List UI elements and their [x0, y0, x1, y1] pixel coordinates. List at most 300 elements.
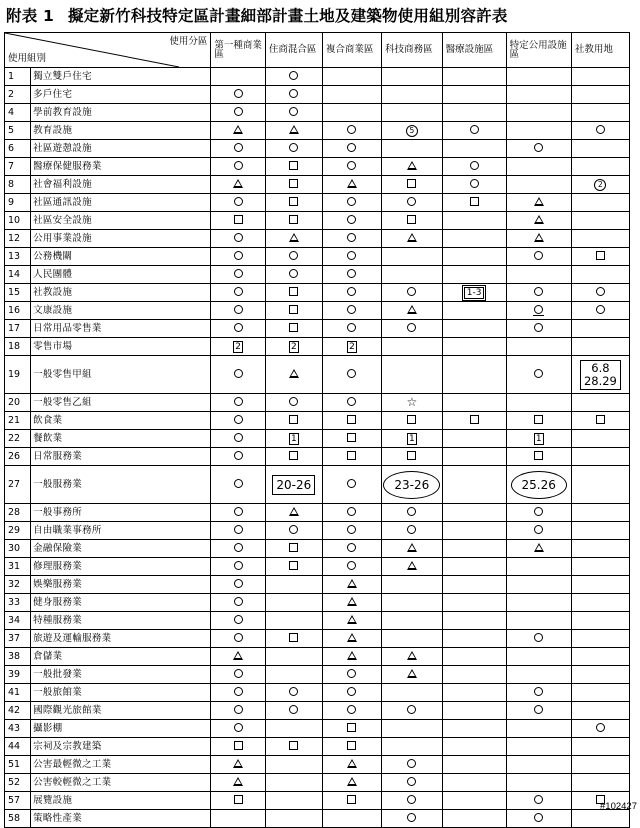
permission-cell [506, 792, 571, 810]
permission-cell [211, 540, 266, 558]
boxed-number-note: 2 [235, 341, 241, 352]
permission-cell [506, 212, 571, 230]
permission-cell [265, 702, 322, 720]
permission-cell [571, 702, 629, 720]
zone-header: 住商混合區 [265, 33, 322, 68]
permission-cell [322, 774, 381, 792]
table-row [5, 540, 630, 558]
permission-cell [382, 648, 442, 666]
allowed-circle-icon [407, 777, 416, 786]
conditional-square-icon [347, 741, 356, 750]
permission-cell [211, 612, 266, 630]
allowed-circle-icon [407, 287, 416, 296]
row-number: 21 [5, 412, 31, 430]
restricted-triangle-icon [289, 233, 299, 242]
permission-cell [382, 594, 442, 612]
permission-cell [211, 266, 266, 284]
restricted-triangle-icon [347, 633, 357, 642]
permission-cell [322, 630, 381, 648]
permission-cell [442, 648, 506, 666]
permission-cell [322, 122, 381, 140]
row-group-name: 日常用品零售業 [31, 320, 211, 338]
restricted-triangle-icon [347, 651, 357, 660]
permission-cell [265, 774, 322, 792]
document-stamp: #102427 [600, 801, 637, 812]
row-number: 33 [5, 594, 31, 612]
allowed-circle-icon [289, 251, 298, 260]
row-number: 22 [5, 430, 31, 448]
row-number: 32 [5, 576, 31, 594]
permission-cell [442, 448, 506, 466]
allowed-circle-icon [347, 287, 356, 296]
permission-cell [442, 594, 506, 612]
permission-cell [571, 594, 629, 612]
row-group-name: 公害較輕微之工業 [31, 774, 211, 792]
conditional-square-icon [289, 543, 298, 552]
restricted-triangle-icon [289, 507, 299, 516]
row-group-name: 日常服務業 [31, 448, 211, 466]
allowed-circle-icon [347, 305, 356, 314]
allowed-circle-icon [407, 197, 416, 206]
allowed-circle-icon [534, 705, 543, 714]
allowed-circle-icon [534, 251, 543, 260]
row-group-name: 攝影棚 [31, 720, 211, 738]
allowed-circle-icon [347, 323, 356, 332]
allowed-circle-icon [234, 251, 243, 260]
corner-label-zones: 使用分區 [169, 36, 208, 47]
table-row [5, 266, 630, 284]
permission-cell [382, 756, 442, 774]
circled-number-note: 2 [594, 179, 606, 191]
permission-cell [322, 68, 381, 86]
permission-cell [265, 412, 322, 430]
permission-cell [211, 194, 266, 212]
permission-cell [442, 684, 506, 702]
permission-cell [211, 394, 266, 412]
restricted-triangle-icon [289, 125, 299, 134]
allowed-circle-icon [347, 705, 356, 714]
star-icon: ☆ [406, 395, 418, 410]
restricted-triangle-icon [534, 543, 544, 552]
allowed-circle-icon [534, 687, 543, 696]
permission-cell [322, 756, 381, 774]
permission-cell [322, 792, 381, 810]
permission-cell [265, 522, 322, 540]
allowed-circle-icon [289, 705, 298, 714]
permission-cell [571, 448, 629, 466]
allowed-circle-icon [289, 525, 298, 534]
permission-cell [382, 176, 442, 194]
permission-cell [442, 430, 506, 448]
permission-cell [265, 558, 322, 576]
zone-header: 社教用地 [571, 33, 629, 68]
permission-cell [382, 394, 442, 412]
permission-cell [322, 810, 381, 828]
table-row [5, 630, 630, 648]
row-number: 9 [5, 194, 31, 212]
allowed-circle-icon [234, 143, 243, 152]
permission-cell [211, 230, 266, 248]
conditional-square-icon [534, 451, 543, 460]
permission-cell [571, 774, 629, 792]
row-group-name: 社會福利設施 [31, 176, 211, 194]
allowed-circle-icon [234, 369, 243, 378]
allowed-circle-icon [470, 125, 479, 134]
allowed-circle-icon [289, 269, 298, 278]
permission-cell [265, 394, 322, 412]
permission-cell [506, 412, 571, 430]
permission-cell [442, 738, 506, 756]
restricted-triangle-icon [407, 651, 417, 660]
restricted-triangle-icon [347, 615, 357, 624]
conditional-square-icon [470, 197, 479, 206]
permission-cell [442, 356, 506, 394]
allowed-circle-icon [347, 525, 356, 534]
table-row [5, 756, 630, 774]
permission-cell [442, 86, 506, 104]
permission-cell [211, 430, 266, 448]
allowed-circle-icon [234, 269, 243, 278]
row-group-name: 一般服務業 [31, 466, 211, 504]
permission-cell [382, 540, 442, 558]
permission-cell [265, 266, 322, 284]
allowed-circle-icon [347, 369, 356, 378]
row-number: 30 [5, 540, 31, 558]
restricted-triangle-icon [407, 233, 417, 242]
table-row [5, 612, 630, 630]
permission-cell [322, 522, 381, 540]
permission-cell [442, 576, 506, 594]
permission-cell [382, 466, 442, 504]
table-row [5, 576, 630, 594]
table-row [5, 230, 630, 248]
permission-cell [322, 394, 381, 412]
permission-cell [265, 648, 322, 666]
row-number: 51 [5, 756, 31, 774]
permission-cell [506, 194, 571, 212]
permission-cell [506, 356, 571, 394]
allowed-circle-icon [347, 233, 356, 242]
row-group-name: 一般批發業 [31, 666, 211, 684]
permission-cell [506, 810, 571, 828]
allowed-circle-icon [234, 705, 243, 714]
allowed-circle-icon [347, 161, 356, 170]
table-row [5, 702, 630, 720]
permission-cell [442, 338, 506, 356]
permission-cell [442, 284, 506, 302]
row-number: 12 [5, 230, 31, 248]
permission-cell [211, 594, 266, 612]
permission-cell [265, 194, 322, 212]
permission-cell [211, 158, 266, 176]
permission-cell [506, 122, 571, 140]
permission-cell [211, 684, 266, 702]
permission-cell [442, 122, 506, 140]
permission-cell [571, 68, 629, 86]
row-group-name: 社區通訊設施 [31, 194, 211, 212]
permission-cell [211, 448, 266, 466]
table-row [5, 558, 630, 576]
boxed-number-note: 1 [535, 433, 542, 444]
allowed-circle-icon [234, 687, 243, 696]
permission-cell [442, 394, 506, 412]
permission-cell [322, 466, 381, 504]
table-row [5, 86, 630, 104]
table-row [5, 412, 630, 430]
restricted-triangle-icon [534, 215, 544, 224]
permission-cell [571, 158, 629, 176]
zone-header: 複合商業區 [322, 33, 381, 68]
allowed-circle-icon [407, 759, 416, 768]
permission-cell [322, 230, 381, 248]
table-row [5, 212, 630, 230]
conditional-square-icon [289, 161, 298, 170]
row-number: 42 [5, 702, 31, 720]
title-text: 擬定新竹科技特定區計畫細部計畫土地及建築物使用組別容許表 [67, 7, 508, 25]
permission-cell [571, 504, 629, 522]
stacked-box-line: 6.8 [591, 360, 610, 375]
permission-cell [322, 738, 381, 756]
permission-cell [211, 68, 266, 86]
header-corner [5, 33, 211, 68]
table-row [5, 594, 630, 612]
permission-cell [211, 212, 266, 230]
conditional-square-icon [596, 251, 605, 260]
restricted-triangle-icon [407, 305, 417, 314]
permission-cell [382, 412, 442, 430]
permission-cell [322, 576, 381, 594]
permission-cell [265, 756, 322, 774]
allowed-circle-icon [534, 525, 543, 534]
permission-cell [571, 684, 629, 702]
allowed-circle-icon [234, 107, 243, 116]
permission-cell [211, 412, 266, 430]
permission-cell [442, 522, 506, 540]
row-number: 16 [5, 302, 31, 320]
allowed-circle-icon [347, 543, 356, 552]
permission-cell [211, 86, 266, 104]
conditional-square-icon [596, 415, 605, 424]
row-number: 13 [5, 248, 31, 266]
table-row [5, 466, 630, 504]
allowed-circle-icon [234, 597, 243, 606]
row-number: 31 [5, 558, 31, 576]
allowed-circle-icon [347, 561, 356, 570]
permission-cell [442, 104, 506, 122]
permission-cell [322, 666, 381, 684]
permission-cell [506, 774, 571, 792]
permission-cell [571, 176, 629, 194]
permission-cell [506, 522, 571, 540]
allowed-circle-icon [534, 305, 543, 314]
table-row [5, 648, 630, 666]
row-group-name: 國際觀光旅館業 [31, 702, 211, 720]
permission-cell [571, 394, 629, 412]
row-group-name: 教育設施 [31, 122, 211, 140]
allowed-circle-icon [289, 687, 298, 696]
allowed-circle-icon [596, 287, 605, 296]
permission-cell [322, 86, 381, 104]
row-group-name: 社區遊憩設施 [31, 140, 211, 158]
permission-cell [265, 158, 322, 176]
zone-header: 第一種商業區 [211, 33, 266, 68]
permission-cell [571, 466, 629, 504]
allowed-circle-icon [470, 179, 479, 188]
permission-cell [265, 68, 322, 86]
conditional-square-icon [407, 179, 416, 188]
permission-cell [506, 176, 571, 194]
allowed-circle-icon [347, 397, 356, 406]
permission-cell [506, 320, 571, 338]
permission-cell [265, 140, 322, 158]
row-group-name: 金融保險業 [31, 540, 211, 558]
permission-cell [322, 702, 381, 720]
permission-cell [382, 684, 442, 702]
restricted-triangle-icon [534, 233, 544, 242]
permission-cell [322, 284, 381, 302]
row-number: 38 [5, 648, 31, 666]
restricted-triangle-icon [407, 543, 417, 552]
row-number: 8 [5, 176, 31, 194]
row-number: 37 [5, 630, 31, 648]
row-number: 26 [5, 448, 31, 466]
permission-cell [382, 576, 442, 594]
permission-cell [322, 540, 381, 558]
conditional-square-icon [289, 323, 298, 332]
permission-cell [571, 248, 629, 266]
table-row [5, 356, 630, 394]
permission-cell [442, 756, 506, 774]
permission-cell [571, 738, 629, 756]
stacked-box-note [580, 360, 621, 390]
permission-cell [211, 122, 266, 140]
permission-cell [442, 176, 506, 194]
permission-cell [322, 158, 381, 176]
conditional-square-icon [289, 561, 298, 570]
table-row [5, 122, 630, 140]
oval-range-note: 23-26 [383, 471, 440, 499]
allowed-circle-icon [289, 89, 298, 98]
allowed-circle-icon [289, 397, 298, 406]
permission-cell [382, 338, 442, 356]
permission-cell [322, 684, 381, 702]
permission-cell [211, 810, 266, 828]
permission-cell [211, 774, 266, 792]
permission-cell [265, 738, 322, 756]
permission-cell [322, 504, 381, 522]
permission-cell [442, 612, 506, 630]
conditional-square-icon [289, 215, 298, 224]
permission-cell [322, 558, 381, 576]
permission-cell [322, 412, 381, 430]
permission-cell [382, 302, 442, 320]
permission-cell [571, 576, 629, 594]
underlined-circle-icon [533, 305, 544, 316]
permission-cell [211, 248, 266, 266]
stacked-box-line: 28.29 [583, 373, 617, 388]
row-number: 28 [5, 504, 31, 522]
allowed-circle-icon [596, 125, 605, 134]
row-group-name: 零售市場 [31, 338, 211, 356]
permission-cell [211, 522, 266, 540]
permission-cell [571, 612, 629, 630]
conditional-square-icon [534, 415, 543, 424]
conditional-square-icon [234, 215, 243, 224]
permission-cell [382, 122, 442, 140]
allowed-circle-icon [534, 507, 543, 516]
row-group-name: 娛樂服務業 [31, 576, 211, 594]
row-group-name: 一般事務所 [31, 504, 211, 522]
allowed-circle-icon [347, 687, 356, 696]
row-group-name: 飲食業 [31, 412, 211, 430]
row-number: 7 [5, 158, 31, 176]
permission-cell [442, 320, 506, 338]
table-row [5, 320, 630, 338]
row-group-name: 公用事業設施 [31, 230, 211, 248]
allowed-circle-icon [407, 507, 416, 516]
row-number: 27 [5, 466, 31, 504]
conditional-square-icon [234, 741, 243, 750]
allowed-circle-icon [289, 107, 298, 116]
allowed-circle-icon [234, 579, 243, 588]
table-row [5, 684, 630, 702]
permission-cell [571, 412, 629, 430]
permission-cell [382, 284, 442, 302]
permission-cell [322, 212, 381, 230]
permission-cell [506, 648, 571, 666]
allowed-circle-icon [234, 323, 243, 332]
conditional-square-icon [289, 305, 298, 314]
permission-cell [506, 612, 571, 630]
permission-cell [265, 430, 322, 448]
permission-cell [265, 86, 322, 104]
permission-cell [506, 158, 571, 176]
conditional-square-icon [470, 415, 479, 424]
row-number: 34 [5, 612, 31, 630]
row-number: 29 [5, 522, 31, 540]
permission-cell [322, 338, 381, 356]
table-row [5, 810, 630, 828]
row-group-name: 一般零售甲組 [31, 356, 211, 394]
permission-cell [265, 720, 322, 738]
permission-cell [442, 248, 506, 266]
permission-cell [571, 430, 629, 448]
permission-cell [506, 684, 571, 702]
zone-header: 醫療設施區 [442, 33, 506, 68]
allowed-circle-icon [289, 71, 298, 80]
permission-cell [506, 430, 571, 448]
conditional-square-icon [289, 179, 298, 188]
permission-cell [442, 666, 506, 684]
table-row [5, 104, 630, 122]
permission-cell [506, 338, 571, 356]
allowed-circle-icon [347, 669, 356, 678]
conditional-square-icon [347, 723, 356, 732]
row-group-name: 社區安全設施 [31, 212, 211, 230]
row-number: 10 [5, 212, 31, 230]
allowed-circle-icon [407, 525, 416, 534]
permission-cell [211, 104, 266, 122]
permission-cell [571, 338, 629, 356]
permission-cell [442, 194, 506, 212]
allowed-circle-icon [534, 795, 543, 804]
permission-cell [265, 466, 322, 504]
permission-cell [571, 320, 629, 338]
permission-cell [382, 666, 442, 684]
permission-cell [382, 68, 442, 86]
permission-cell [211, 630, 266, 648]
permission-cell [322, 194, 381, 212]
